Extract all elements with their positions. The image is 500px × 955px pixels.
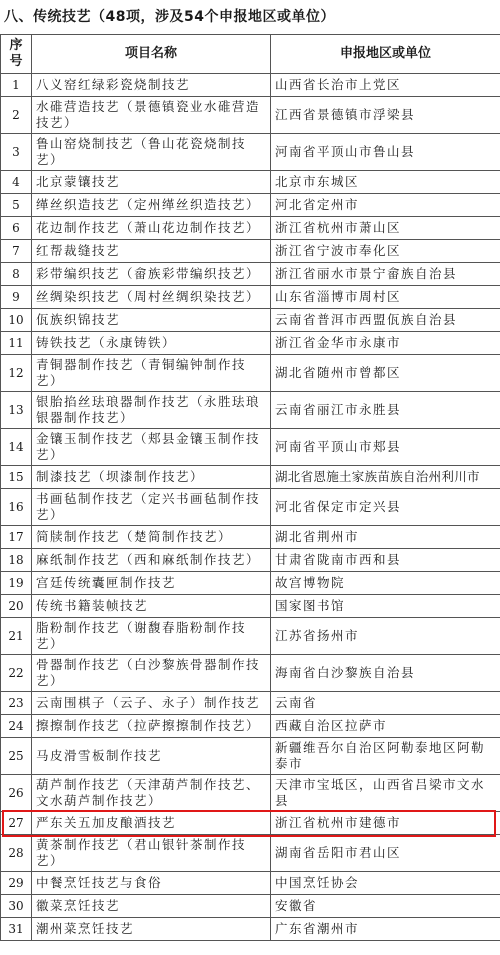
region: 河南省平顶山市郏县 — [271, 429, 500, 466]
row-number: 28 — [1, 835, 32, 872]
table-row — [1, 429, 500, 466]
project-name: 宫廷传统囊匣制作技艺 — [32, 572, 271, 595]
row-number: 22 — [1, 655, 32, 692]
table-row — [1, 895, 500, 918]
region: 湖南省岳阳市君山区 — [271, 835, 500, 872]
project-name: 佤族织锦技艺 — [32, 309, 271, 332]
region: 甘肃省陇南市西和县 — [271, 549, 500, 572]
section-heading: 八、传统技艺（48项，涉及54个申报地区或单位） — [4, 9, 335, 25]
region: 湖北省荆州市 — [271, 526, 500, 549]
region: 安徽省 — [271, 895, 500, 918]
row-number: 24 — [1, 715, 32, 738]
heritage-table — [0, 34, 500, 941]
project-name: 北京蒙镶技艺 — [32, 171, 271, 194]
project-name: 铸铁技艺（永康铸铁） — [32, 332, 271, 355]
row-number: 16 — [1, 489, 32, 526]
region: 新疆维吾尔自治区阿勒泰地区阿勒泰市 — [271, 738, 500, 775]
region: 浙江省杭州市萧山区 — [271, 217, 500, 240]
region: 河北省定州市 — [271, 194, 500, 217]
table-row — [1, 194, 500, 217]
row-number: 29 — [1, 872, 32, 895]
project-name: 青铜器制作技艺（青铜编钟制作技艺） — [32, 355, 271, 392]
table-row — [1, 309, 500, 332]
region: 国家图书馆 — [271, 595, 500, 618]
region: 浙江省杭州市建德市 — [271, 812, 500, 835]
table-row — [1, 217, 500, 240]
project-name: 丝绸染织技艺（周村丝绸织染技艺） — [32, 286, 271, 309]
table-row — [1, 392, 500, 429]
region: 云南省普洱市西盟佤族自治县 — [271, 309, 500, 332]
project-name: 简牍制作技艺（楚简制作技艺） — [32, 526, 271, 549]
table-row — [1, 240, 500, 263]
row-number: 5 — [1, 194, 32, 217]
project-name: 书画毡制作技艺（定兴书画毡制作技艺） — [32, 489, 271, 526]
table-row — [1, 812, 500, 835]
table-row — [1, 775, 500, 812]
row-number: 13 — [1, 392, 32, 429]
row-number: 21 — [1, 618, 32, 655]
project-name: 脂粉制作技艺（谢馥春脂粉制作技艺） — [32, 618, 271, 655]
row-number: 25 — [1, 738, 32, 775]
project-name: 鲁山窑烧制技艺（鲁山花瓷烧制技艺） — [32, 134, 271, 171]
region: 天津市宝坻区，山西省吕梁市文水县 — [271, 775, 500, 812]
region: 湖北省随州市曾都区 — [271, 355, 500, 392]
table-header-row — [1, 35, 500, 74]
row-number: 10 — [1, 309, 32, 332]
table-row — [1, 835, 500, 872]
region: 河南省平顶山市鲁山县 — [271, 134, 500, 171]
row-number: 23 — [1, 692, 32, 715]
project-name: 银胎掐丝珐琅器制作技艺（永胜珐琅银器制作技艺） — [32, 392, 271, 429]
table-row — [1, 595, 500, 618]
header-region: 申报地区或单位 — [271, 35, 500, 74]
region: 云南省 — [271, 692, 500, 715]
project-name: 八义窑红绿彩瓷烧制技艺 — [32, 74, 271, 97]
project-name: 黄茶制作技艺（君山银针茶制作技艺） — [32, 835, 271, 872]
row-number: 31 — [1, 918, 32, 941]
table-row — [1, 286, 500, 309]
row-number: 11 — [1, 332, 32, 355]
region: 中国烹饪协会 — [271, 872, 500, 895]
project-name: 金镶玉制作技艺（郏县金镶玉制作技艺） — [32, 429, 271, 466]
row-number: 18 — [1, 549, 32, 572]
region: 山东省淄博市周村区 — [271, 286, 500, 309]
project-name: 缂丝织造技艺（定州缂丝织造技艺） — [32, 194, 271, 217]
table-row — [1, 74, 500, 97]
table-row — [1, 332, 500, 355]
table-row — [1, 549, 500, 572]
region: 河北省保定市定兴县 — [271, 489, 500, 526]
project-name: 红帮裁缝技艺 — [32, 240, 271, 263]
header-number: 序号 — [1, 35, 32, 74]
region: 江西省景德镇市浮梁县 — [271, 97, 500, 134]
project-name: 彩带编织技艺（畲族彩带编织技艺） — [32, 263, 271, 286]
row-number: 14 — [1, 429, 32, 466]
project-name: 水碓营造技艺（景德镇瓷业水碓营造技艺） — [32, 97, 271, 134]
table-row — [1, 572, 500, 595]
table-row — [1, 355, 500, 392]
table-row — [1, 918, 500, 941]
row-number: 19 — [1, 572, 32, 595]
project-name: 传统书籍装帧技艺 — [32, 595, 271, 618]
row-number: 2 — [1, 97, 32, 134]
region: 湖北省恩施土家族苗族自治州利川市 — [271, 466, 500, 489]
table-row — [1, 97, 500, 134]
project-name: 葫芦制作技艺（天津葫芦制作技艺、文水葫芦制作技艺） — [32, 775, 271, 812]
row-number: 7 — [1, 240, 32, 263]
project-name: 麻纸制作技艺（西和麻纸制作技艺） — [32, 549, 271, 572]
table-row — [1, 618, 500, 655]
row-number: 30 — [1, 895, 32, 918]
row-number: 3 — [1, 134, 32, 171]
row-number: 6 — [1, 217, 32, 240]
row-number: 12 — [1, 355, 32, 392]
row-number: 1 — [1, 74, 32, 97]
region: 浙江省金华市永康市 — [271, 332, 500, 355]
table-row — [1, 692, 500, 715]
region: 西藏自治区拉萨市 — [271, 715, 500, 738]
project-name: 骨器制作技艺（白沙黎族骨器制作技艺） — [32, 655, 271, 692]
project-name: 花边制作技艺（萧山花边制作技艺） — [32, 217, 271, 240]
region: 北京市东城区 — [271, 171, 500, 194]
region: 浙江省宁波市奉化区 — [271, 240, 500, 263]
project-name: 中餐烹饪技艺与食俗 — [32, 872, 271, 895]
region: 江苏省扬州市 — [271, 618, 500, 655]
row-number: 8 — [1, 263, 32, 286]
row-number: 4 — [1, 171, 32, 194]
region: 海南省白沙黎族自治县 — [271, 655, 500, 692]
table-row — [1, 526, 500, 549]
row-number: 27 — [1, 812, 32, 835]
project-name: 擦擦制作技艺（拉萨擦擦制作技艺） — [32, 715, 271, 738]
header-project-name: 项目名称 — [32, 35, 271, 74]
project-name: 马皮滑雪板制作技艺 — [32, 738, 271, 775]
row-number: 20 — [1, 595, 32, 618]
table-row — [1, 466, 500, 489]
row-number: 15 — [1, 466, 32, 489]
project-name: 徽菜烹饪技艺 — [32, 895, 271, 918]
row-number: 9 — [1, 286, 32, 309]
region: 广东省潮州市 — [271, 918, 500, 941]
row-number: 26 — [1, 775, 32, 812]
table-row — [1, 655, 500, 692]
table-row — [1, 738, 500, 775]
table-row — [1, 171, 500, 194]
table-row — [1, 872, 500, 895]
project-name: 制漆技艺（坝漆制作技艺） — [32, 466, 271, 489]
row-number: 17 — [1, 526, 32, 549]
table-row — [1, 134, 500, 171]
table-row — [1, 715, 500, 738]
table-row — [1, 489, 500, 526]
region: 云南省丽江市永胜县 — [271, 392, 500, 429]
project-name: 云南围棋子（云子、永子）制作技艺 — [32, 692, 271, 715]
project-name: 潮州菜烹饪技艺 — [32, 918, 271, 941]
region: 山西省长治市上党区 — [271, 74, 500, 97]
project-name: 严东关五加皮酿酒技艺 — [32, 812, 271, 835]
region: 故宫博物院 — [271, 572, 500, 595]
table-row — [1, 263, 500, 286]
region: 浙江省丽水市景宁畲族自治县 — [271, 263, 500, 286]
